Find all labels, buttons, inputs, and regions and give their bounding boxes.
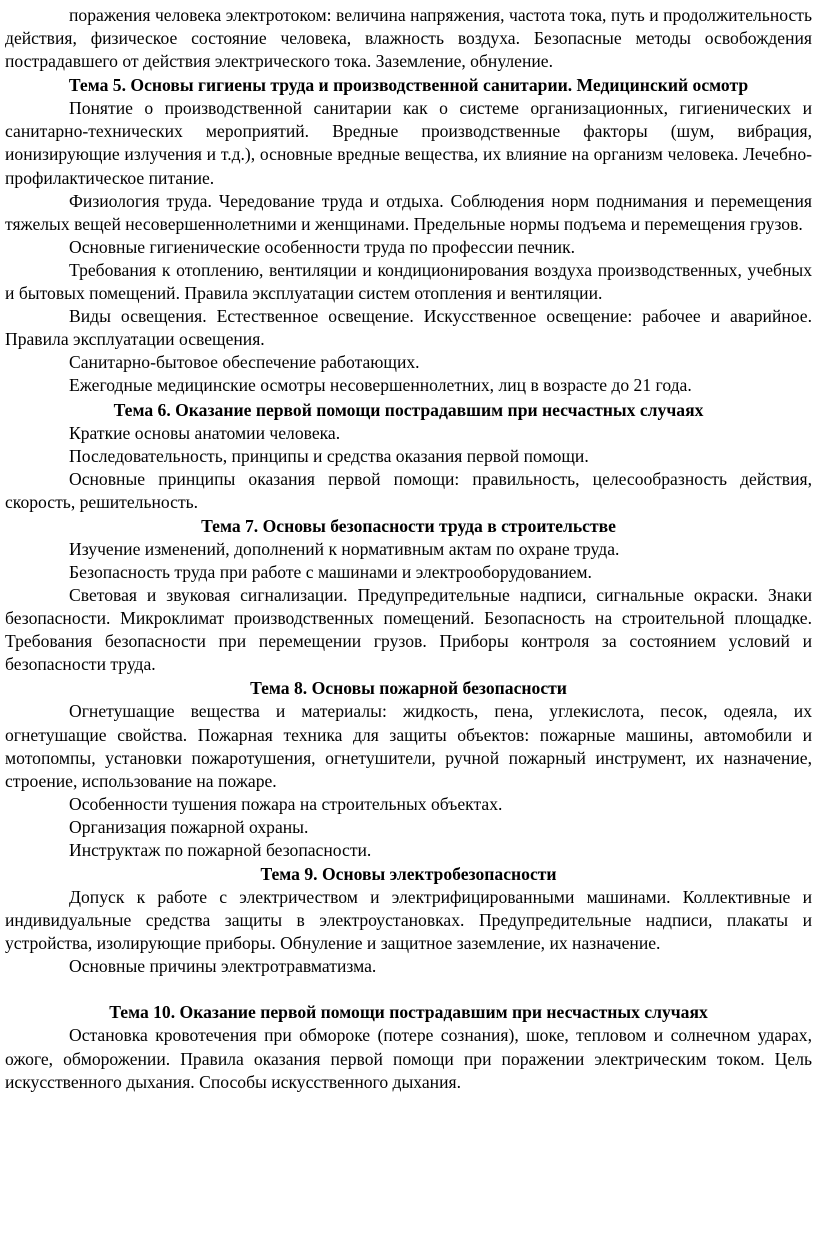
paragraph: Остановка кровотечения при обмороке (потере сознания), шоке, тепловом и солнечном ударах, ожоге, обморожении. Правила оказания первой помощи при поражении электрическим током. Цель искусственного дыхания. Способы искусственного дыхания. [5,1025,812,1092]
paragraph: Инструктаж по пожарной безопасности. [69,840,372,860]
paragraph: Основные принципы оказания первой помощи: правильность, целесообразность действия, скорость, решительность. [5,468,812,512]
paragraph: Основные гигиенические особенности труда по профессии печник. [69,236,576,257]
paragraph: Допуск к работе с электричеством и электрифицированными машинами. Коллективные и индивидуальные средства защиты в электроустановках. Предупредительные надписи, плакаты и устройства, изолирующие приборы. Обнуление и защитное заземление, их назначение. [5,887,812,954]
paragraph: Физиология труда. Чередование труда и отдыха. Соблюдения норм поднимания и перемещения тяжелых вещей несовершеннолетними и женщинами. Предельные нормы подъема и перемещения грузов. [5,190,812,234]
paragraph: Безопасность труда при работе с машинами и электрооборудованием. [69,561,592,582]
paragraph: Организация пожарной охраны. [69,816,309,837]
blank-line [5,978,812,1000]
section-heading-topic-8: Тема 8. Основы пожарной безопасности [250,678,567,699]
paragraph: Последовательность, принципы и средства оказания первой помощи. [69,445,589,466]
paragraph: Огнетушащие вещества и материалы: жидкость, пена, углекислота, песок, одеяла, их огнетушащие свойства. Пожарная техника для защиты объектов: пожарные машины, автомобили и мотопомпы, установки пожаротушения, огнетушители, ручной пожарный инструмент, их назначение, строение, использование на пожаре. [5,701,812,791]
paragraph: Изучение изменений, дополнений к нормативным актам по охране труда. [69,538,620,559]
paragraph: Ежегодные медицинские осмотры несовершеннолетних, лиц в возрасте до 21 года. [69,375,692,396]
paragraph: Виды освещения. Естественное освещение. Искусственное освещение: рабочее и аварийное. Правила эксплуатации освещения. [5,306,812,350]
section-heading-topic-10: Тема 10. Оказание первой помощи пострадавшим при несчастных случаях [109,1002,708,1023]
paragraph: Краткие основы анатомии человека. [69,422,341,443]
paragraph: Требования к отоплению, вентиляции и кондиционирования воздуха производственных, учебных и бытовых помещений. Правила эксплуатации систем отопления и вентиляции. [5,259,812,304]
intro-paragraph: поражения человека электротоком: величина напряжения, частота тока, путь и продолжительность действия, физическое состояние человека, влажность воздуха. Безопасные методы освобождения пострадавшего от действия электрического тока. Заземление, обнуление. [5,5,812,72]
paragraph: Санитарно-бытовое обеспечение работающих. [69,352,420,373]
paragraph: Особенности тушения пожара на строительных объектах. [69,793,503,814]
section-heading-topic-7: Тема 7. Основы безопасности труда в строительстве [201,515,616,536]
paragraph: Основные причины электротравматизма. [69,956,377,977]
paragraph: Световая и звуковая сигнализации. Предупредительные надписи, сигнальные окраски. Знаки безопасности. Микроклимат производственных помещений. Безопасность на строительной площадке. Требования безопасности при перемещении грузов. Приборы контроля за состоянием условий и безопасности труда. [5,585,812,675]
section-heading-topic-6: Тема 6. Оказание первой помощи пострадавшим при несчастных случаях [113,399,704,420]
document-page [5,4,812,1094]
section-heading-topic-5: Тема 5. Основы гигиены труда и производственной санитарии. Медицинский осмотр [68,75,749,96]
paragraph: Понятие о производственной санитарии как о системе организационных, гигиенических и санитарно-технических мероприятий. Вредные производственные факторы (шум, вибрация, ионизирующие излучения и т.д.), основные вредные вещества, их влияние на организм человека. Лечебно-профилактическое питание. [5,98,812,188]
section-heading-topic-9: Тема 9. Основы электробезопасности [260,864,557,885]
